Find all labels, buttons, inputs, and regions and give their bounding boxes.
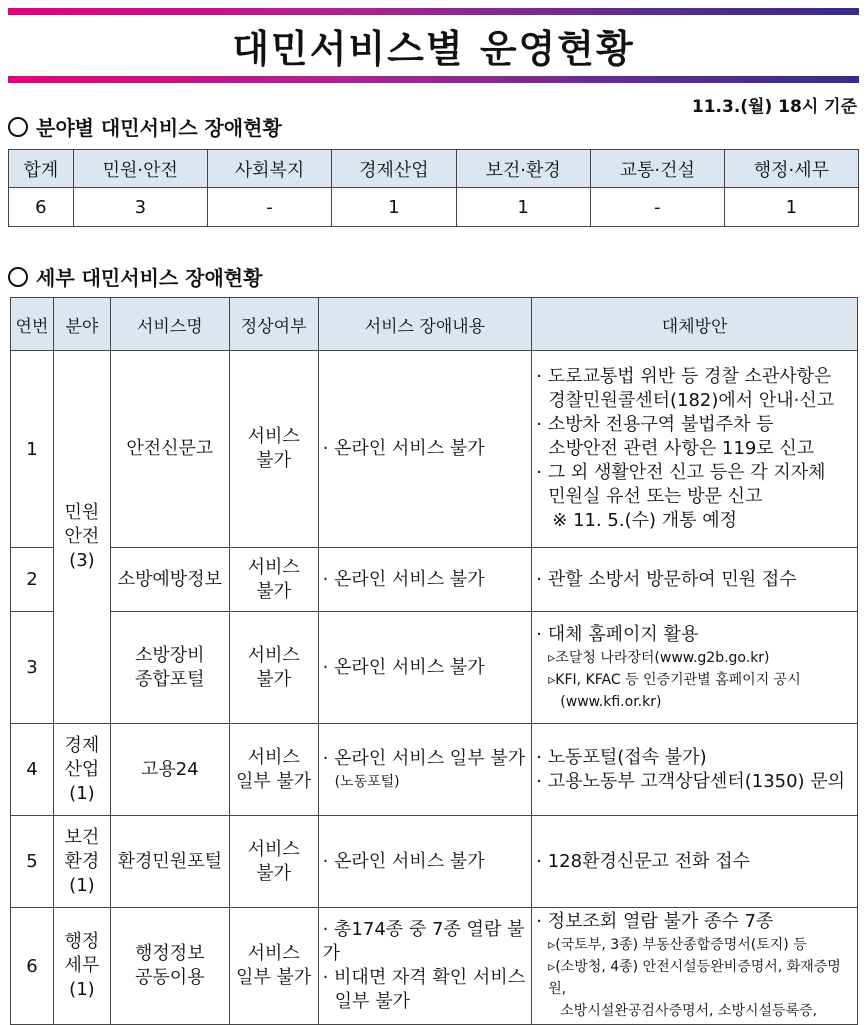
- category-cell: 경제 산업 (1): [53, 724, 110, 816]
- alternative-plan: · 관할 소방서 방문하여 민원 접수: [532, 548, 858, 612]
- issue-description: · 온라인 서비스 일부 불가 (노동포털): [318, 724, 532, 816]
- alternative-plan: · 대체 홈페이지 활용 ▹조달청 나라장터(www.g2b.go.kr) ▹KFI, KFAC 등 인증기관별 홈페이지 공시 (www.kfi.or.kr): [532, 612, 858, 724]
- summary-value: -: [590, 188, 724, 227]
- detail-heading: [8, 262, 262, 291]
- issue-description: · 온라인 서비스 불가: [318, 612, 532, 724]
- category-cell: 민원 안전 (3): [53, 351, 110, 724]
- page-title: 대민서비스별 운영현황: [232, 27, 635, 71]
- summary-heading-text: 분야별 대민서비스 장애현황: [36, 116, 282, 140]
- summary-col-header: 경제산업: [332, 150, 456, 188]
- service-status: 서비스 일부 불가: [229, 908, 318, 1025]
- service-name: 소방예방정보: [110, 548, 229, 612]
- summary-value: 3: [73, 188, 207, 227]
- detail-col-header: 연번: [11, 298, 54, 351]
- summary-value: -: [207, 188, 331, 227]
- category-cell: 보건 환경 (1): [53, 816, 110, 908]
- summary-col-header: 민원·안전: [73, 150, 207, 188]
- table-row: [11, 612, 858, 724]
- table-row: [11, 548, 858, 612]
- summary-value: 1: [456, 188, 590, 227]
- summary-value: 1: [724, 188, 858, 227]
- alternative-plan: · 도로교통법 위반 등 경찰 소관사항은 경찰민원콜센터(182)에서 안내·신고 · 소방차 전용구역 불법주차 등 소방안전 관련 사항은 119로 신고 · 그 외 생활안전 신고 등은 각 지자체 민원실 유선 또는 방문 신고 ※ 11. 5.(수) 개통 예정: [532, 351, 858, 548]
- table-row: [11, 351, 858, 548]
- detail-header-row: [11, 298, 858, 351]
- summary-heading: [8, 112, 282, 141]
- detail-heading-text: 세부 대민서비스 장애현황: [36, 266, 263, 290]
- alternative-plan: · 노동포털(접속 불가) · 고용노동부 고객상담센터(1350) 문의: [532, 724, 858, 816]
- circle-bullet-icon: [8, 267, 28, 287]
- as-of-date: 11.3.(월) 18시 기준: [691, 97, 857, 117]
- detail-col-header: 분야: [53, 298, 110, 351]
- row-number: 4: [11, 724, 54, 816]
- service-status: 서비스 불가: [229, 816, 318, 908]
- alternative-plan: · 128환경신문고 전화 접수: [532, 816, 858, 908]
- bottom-gradient-bar: [8, 76, 859, 83]
- table-row: [11, 724, 858, 816]
- service-name: 행정정보 공동이용: [110, 908, 229, 1025]
- service-status: 서비스 불가: [229, 351, 318, 548]
- issue-description: · 온라인 서비스 불가: [318, 816, 532, 908]
- circle-bullet-icon: [8, 117, 28, 137]
- service-status: 서비스 불가: [229, 612, 318, 724]
- service-name: 고용24: [110, 724, 229, 816]
- table-row: [11, 908, 858, 1025]
- summary-col-header: 보건·환경: [456, 150, 590, 188]
- alternative-plan: · 정보조회 열람 불가 종수 7종 ▹(국토부, 3종) 부동산종합증명서(토지) 등 ▹(소방청, 4종) 안전시설등완비증명서, 화재증명원, 소방시설완공검사증명서, 소방시설등록증,: [532, 908, 858, 1025]
- row-number: 6: [11, 908, 54, 1025]
- summary-value-row: [9, 188, 859, 227]
- row-number: 1: [11, 351, 54, 548]
- issue-description: · 총174종 중 7종 열람 불가 · 비대면 자격 확인 서비스 일부 불가: [318, 908, 532, 1025]
- service-name: 소방장비 종합포털: [110, 612, 229, 724]
- summary-col-header: 사회복지: [207, 150, 331, 188]
- issue-description: · 온라인 서비스 불가: [318, 548, 532, 612]
- summary-col-header: 합계: [9, 150, 74, 188]
- row-number: 5: [11, 816, 54, 908]
- detail-col-header: 정상여부: [229, 298, 318, 351]
- detail-col-header: 대체방안: [532, 298, 858, 351]
- service-name: 환경민원포털: [110, 816, 229, 908]
- summary-col-header: 행정·세무: [724, 150, 858, 188]
- summary-header-row: [9, 150, 859, 188]
- detail-col-header: 서비스 장애내용: [318, 298, 532, 351]
- detail-table: [10, 297, 858, 1025]
- row-number: 3: [11, 612, 54, 724]
- summary-col-header: 교통·건설: [590, 150, 724, 188]
- service-status: 서비스 불가: [229, 548, 318, 612]
- table-row: [11, 816, 858, 908]
- category-cell: 행정 세무 (1): [53, 908, 110, 1025]
- service-name: 안전신문고: [110, 351, 229, 548]
- summary-value: 6: [9, 188, 74, 227]
- issue-description: · 온라인 서비스 불가: [318, 351, 532, 548]
- row-number: 2: [11, 548, 54, 612]
- detail-col-header: 서비스명: [110, 298, 229, 351]
- summary-value: 1: [332, 188, 456, 227]
- service-status: 서비스 일부 불가: [229, 724, 318, 816]
- summary-table: [8, 149, 859, 227]
- top-gradient-bar: [8, 8, 859, 15]
